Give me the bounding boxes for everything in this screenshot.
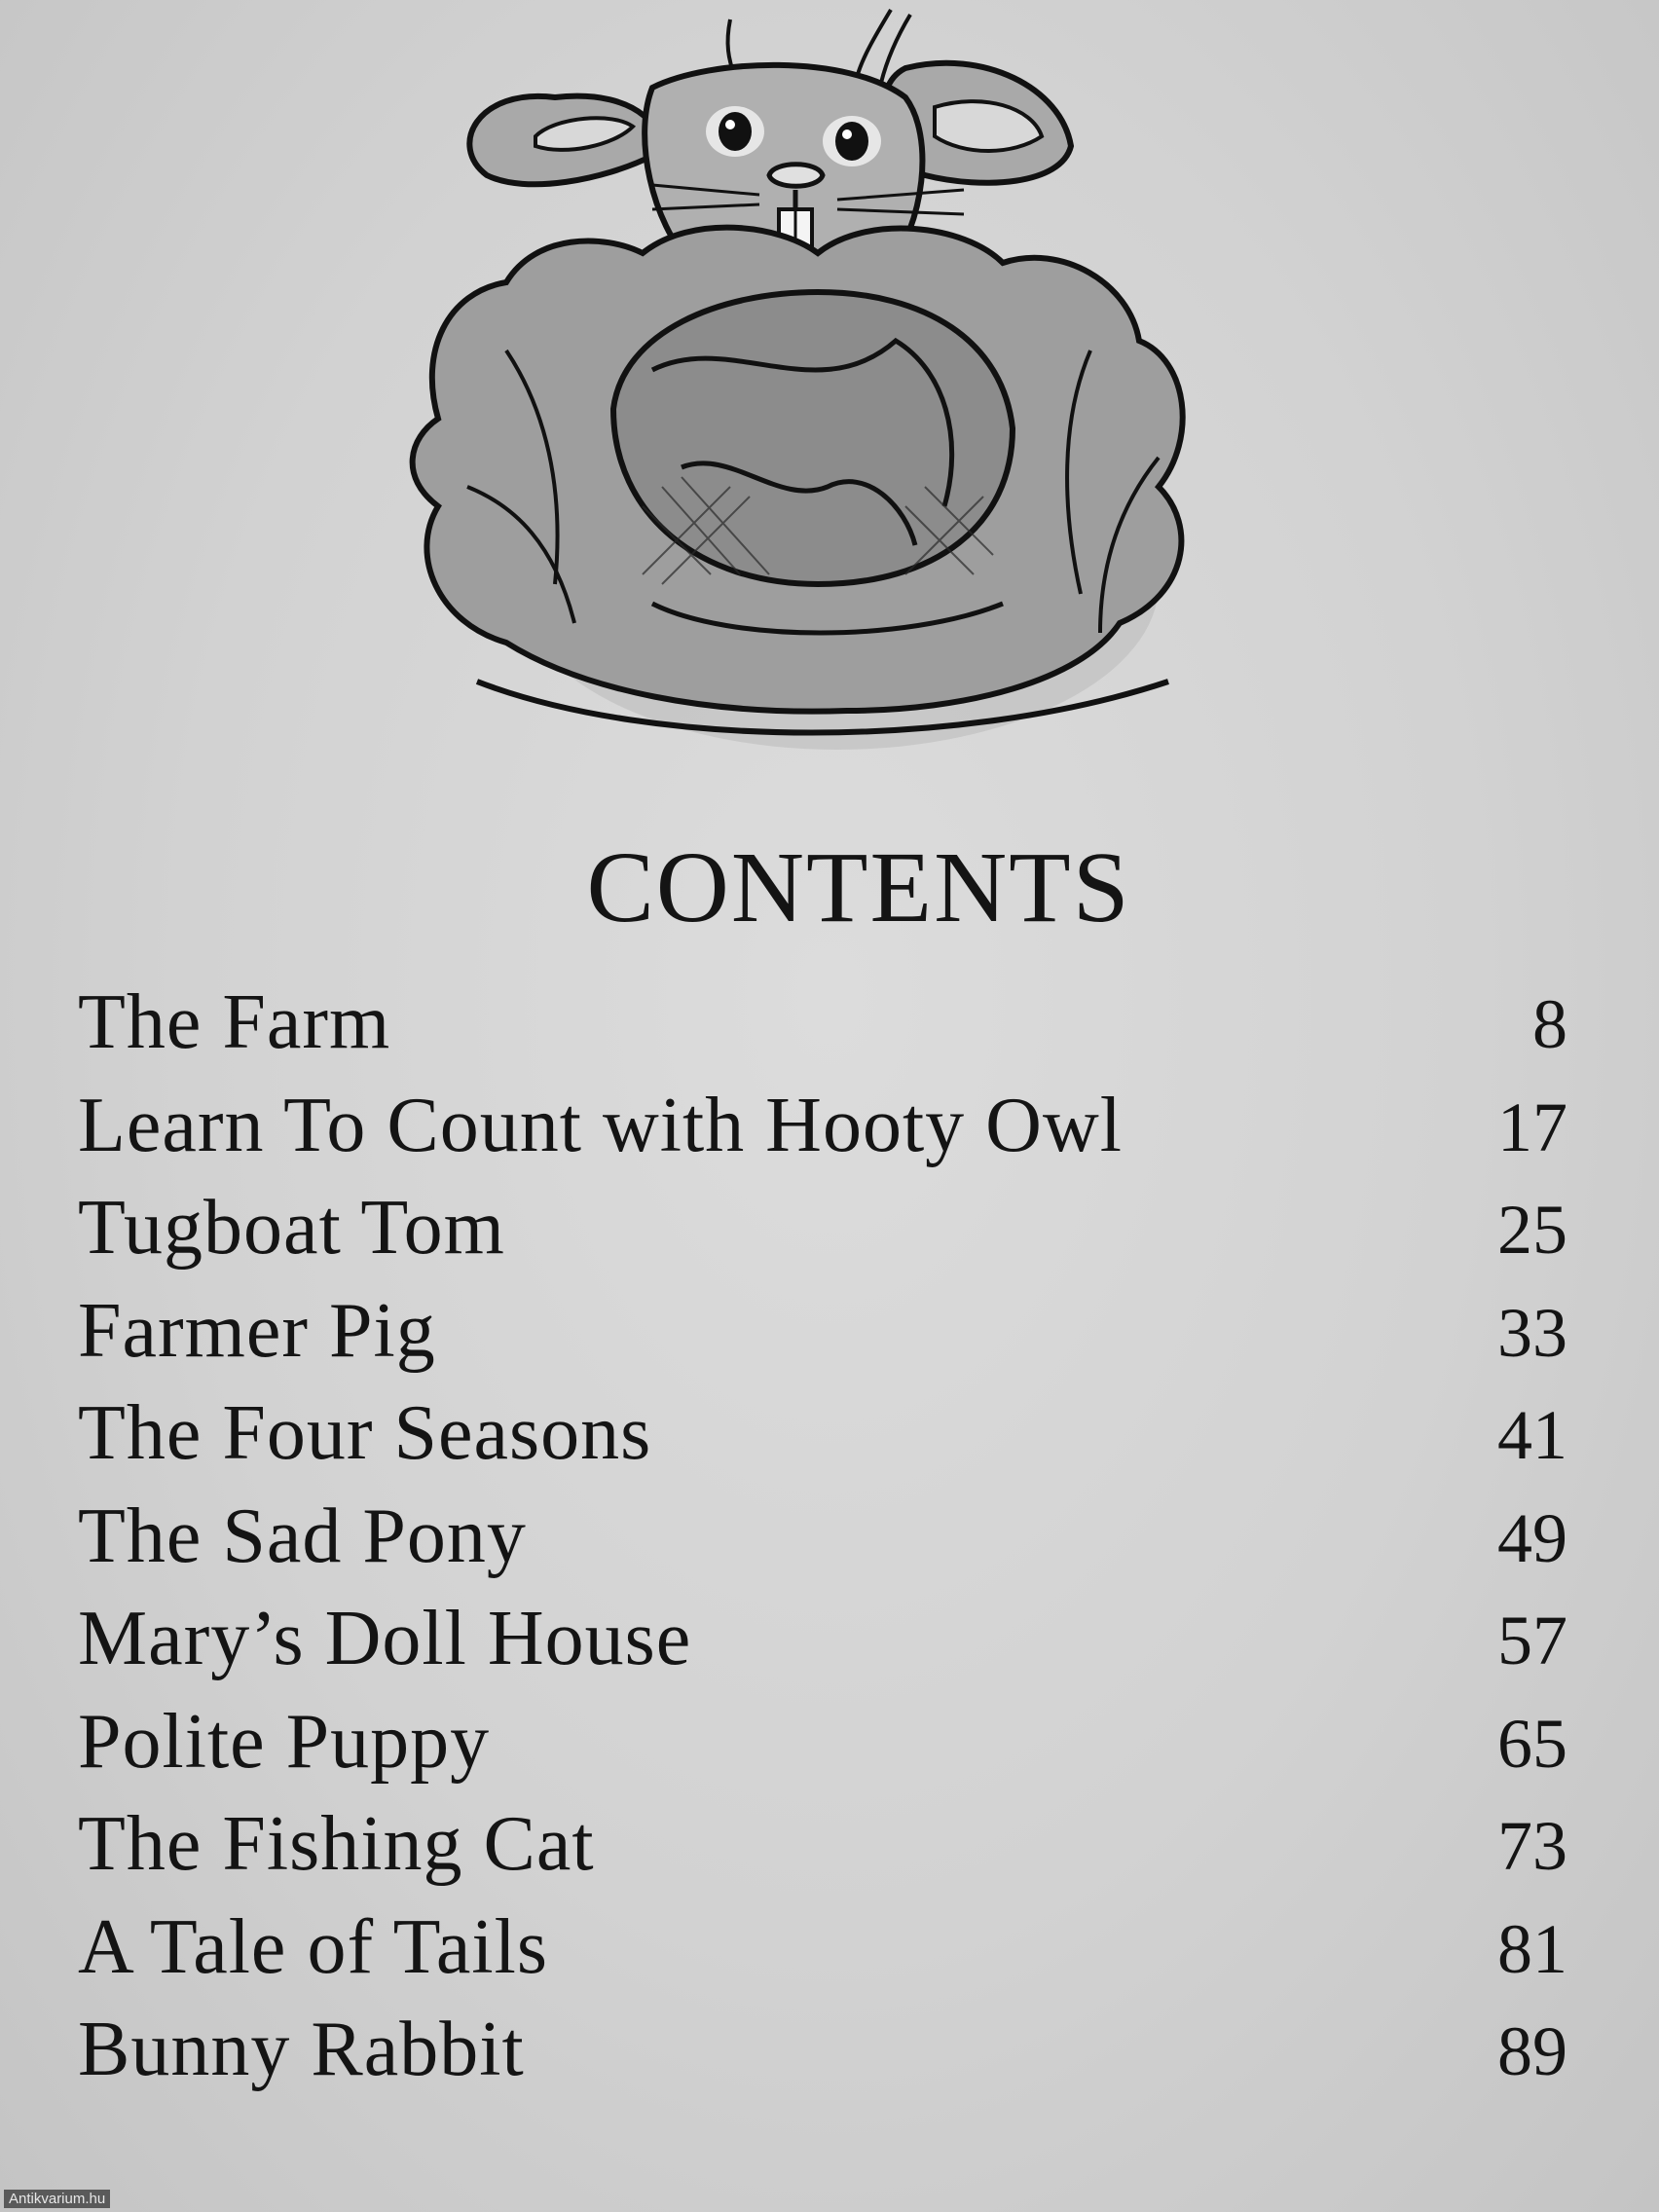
toc-entry-page-number: 25 [1497,1191,1567,1269]
toc-entry-page-number: 73 [1497,1807,1567,1885]
cabbage [413,228,1183,733]
toc-entry-page-number: 17 [1497,1088,1567,1166]
toc-entry-title: The Fishing Cat [78,1801,595,1887]
toc-entry [78,1596,1567,1703]
toc-entry-title: Polite Puppy [78,1698,491,1785]
toc-entry [78,1903,1567,2011]
rabbit-in-cabbage-illustration [360,0,1324,798]
toc-entry-title: Mary’s Doll House [78,1596,692,1681]
toc-entry-title: Tugboat Tom [78,1185,505,1271]
contents-heading: CONTENTS [586,831,1131,943]
toc-entry-page-number: 41 [1497,1396,1567,1474]
toc-entry-page-number: 33 [1497,1293,1567,1372]
toc-entry-title: The Sad Pony [78,1493,527,1579]
toc-entry [78,1390,1567,1497]
toc-entry-title: Bunny Rabbit [78,2007,525,2092]
toc-entry [78,1698,1567,1806]
toc-entry [78,1185,1567,1292]
toc-entry [78,2007,1567,2114]
toc-entry-title: The Four Seasons [78,1390,652,1476]
toc-entry [78,1801,1567,1908]
toc-entry-page-number: 49 [1497,1498,1567,1577]
toc-entry-title: The Farm [78,979,391,1065]
toc-entry [78,1287,1567,1395]
toc-entry-page-number: 81 [1497,1909,1567,1988]
toc-entry-title: A Tale of Tails [78,1903,549,1990]
toc-entry [78,979,1567,1087]
toc-entry [78,1082,1567,1190]
toc-entry-page-number: 8 [1532,985,1567,1063]
toc-entry-page-number: 57 [1497,1602,1567,1679]
toc-entry-page-number: 89 [1497,2012,1567,2090]
toc-entry-title: Farmer Pig [78,1287,436,1374]
toc-entry-title: Learn To Count with Hooty Owl [78,1082,1123,1168]
rabbit-left-ear [469,96,658,185]
toc-entry-page-number: 65 [1497,1704,1567,1783]
watermark: Antikvarium.hu [4,2190,110,2208]
table-of-contents [78,979,1567,2114]
toc-entry [78,1493,1567,1601]
